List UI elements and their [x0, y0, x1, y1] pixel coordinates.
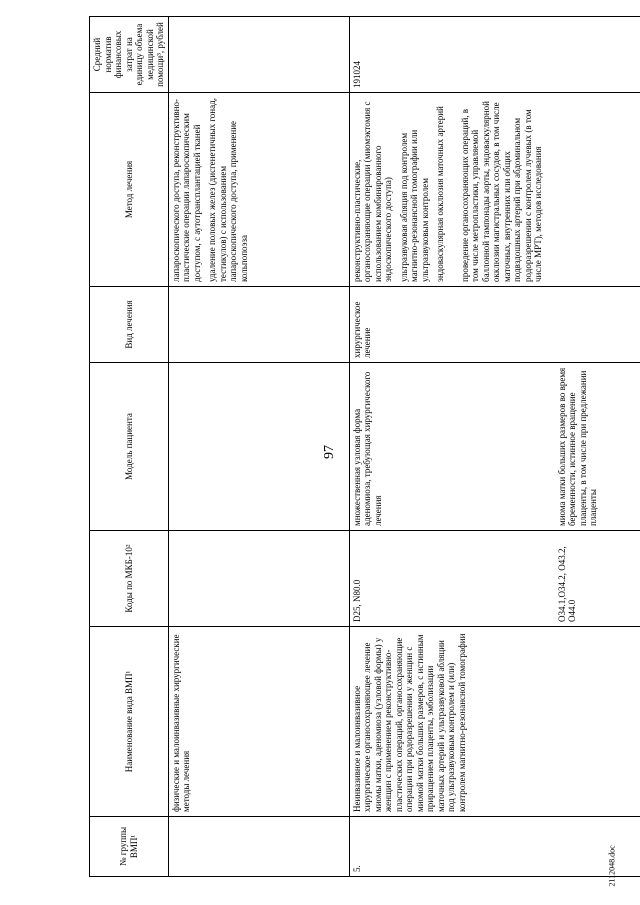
- cell-cost: [168, 17, 349, 93]
- method-paragraph: эндоваскулярная окклюзия маточных артерий: [435, 106, 445, 282]
- method-paragraph: реконструктивно-пластические, органосохраняющие операции (миомэктомия с использованием комбинированного эндоскопического доступа): [351, 101, 393, 282]
- header-icd-codes: Коды по МКБ-10²: [90, 531, 169, 627]
- cell-group: [168, 817, 349, 877]
- code-entry: O34.1,O34.2, O43.2, O44.0: [556, 546, 577, 622]
- method-paragraph: проведение органосохраняющих операций, в том числе метропластики, управляемой баллонной тампонады аорты, эндоваскулярной окклюзии магистральных сосудов, в том числе маточных, внутренних или общих подвздошных артерий при абдоминальном родоразрешении с контролем лучевых (в том числе МРТ), методов исследования: [459, 101, 543, 282]
- table-header-row: [90, 17, 169, 877]
- header-group-number: № группы ВМП¹: [90, 817, 169, 877]
- method-paragraph: лапароскопического доступа, реконструктивно-пластические операции лапароскопическим доступом, с аутотрансплантацией тканей: [170, 99, 202, 282]
- cell-methods: [168, 93, 349, 287]
- cell-treatment-type: [168, 287, 349, 363]
- cell-model: [168, 363, 349, 531]
- header-cost-standard: Средний норматив финансовых затрат на единицу объема медицинской помощи³, рублей: [90, 17, 169, 93]
- method-paragraph: удаление половых желез (дисгенетичных гонад, тестикулов) с использованием лапароскопического доступа, применение кольпопоэза: [207, 98, 249, 282]
- vmp-table: [89, 16, 640, 877]
- cell-cost: 191024: [349, 17, 640, 93]
- header-vmp-name: Наименование вида ВМП¹: [90, 627, 169, 817]
- cell-model: [349, 363, 640, 531]
- header-patient-model: Модель пациента: [90, 363, 169, 531]
- method-paragraph: ультразвуковая абляция под контролем магнитно-резонансной томографии или ультразвуковым контролем: [398, 129, 430, 282]
- cell-group: 5.: [349, 817, 640, 877]
- page-number: 97: [322, 445, 337, 459]
- model-entry: множественная узловая форма аденомиоза, требующая хирургического лечения: [351, 371, 383, 526]
- cell-vmp-name: Неинвазивное и малоинвазивное хирургическое органосохраняющее лечение миомы матки, аденомиоза (узловой формы) у женщин с применением реконструктивно-пластических операций, органосохраняющие операции при родоразрешении у женщин с миомой матки больших размеров, с истинным приращением плаценты, эмболизации маточных артерий и ультразвуковой абляции под ультразвуковым контролем и (или) контролем магнитно-резонансной томографии: [349, 627, 640, 817]
- file-label: 2112048.doc: [607, 845, 617, 887]
- header-treatment-type: Вид лечения: [90, 287, 169, 363]
- header-treatment-method: Метод лечения: [90, 93, 169, 287]
- table-row-group-5: [349, 17, 640, 877]
- code-entry: D25, N80.0: [351, 579, 362, 622]
- cell-treatment-type: хирургическое лечение: [349, 287, 640, 363]
- cell-codes: [168, 531, 349, 627]
- table-row-continuation: [168, 17, 349, 877]
- model-entry: миома матки больших размеров во время беременности, истинное вращение плаценты, в том числе при предлежании плаценты: [556, 367, 598, 526]
- rotated-table-wrapper: [89, 17, 625, 877]
- cell-vmp-name: физические и малоинвазивные хирургические методы лечения: [168, 627, 349, 817]
- cell-codes: [349, 531, 640, 627]
- cell-methods: [349, 93, 640, 287]
